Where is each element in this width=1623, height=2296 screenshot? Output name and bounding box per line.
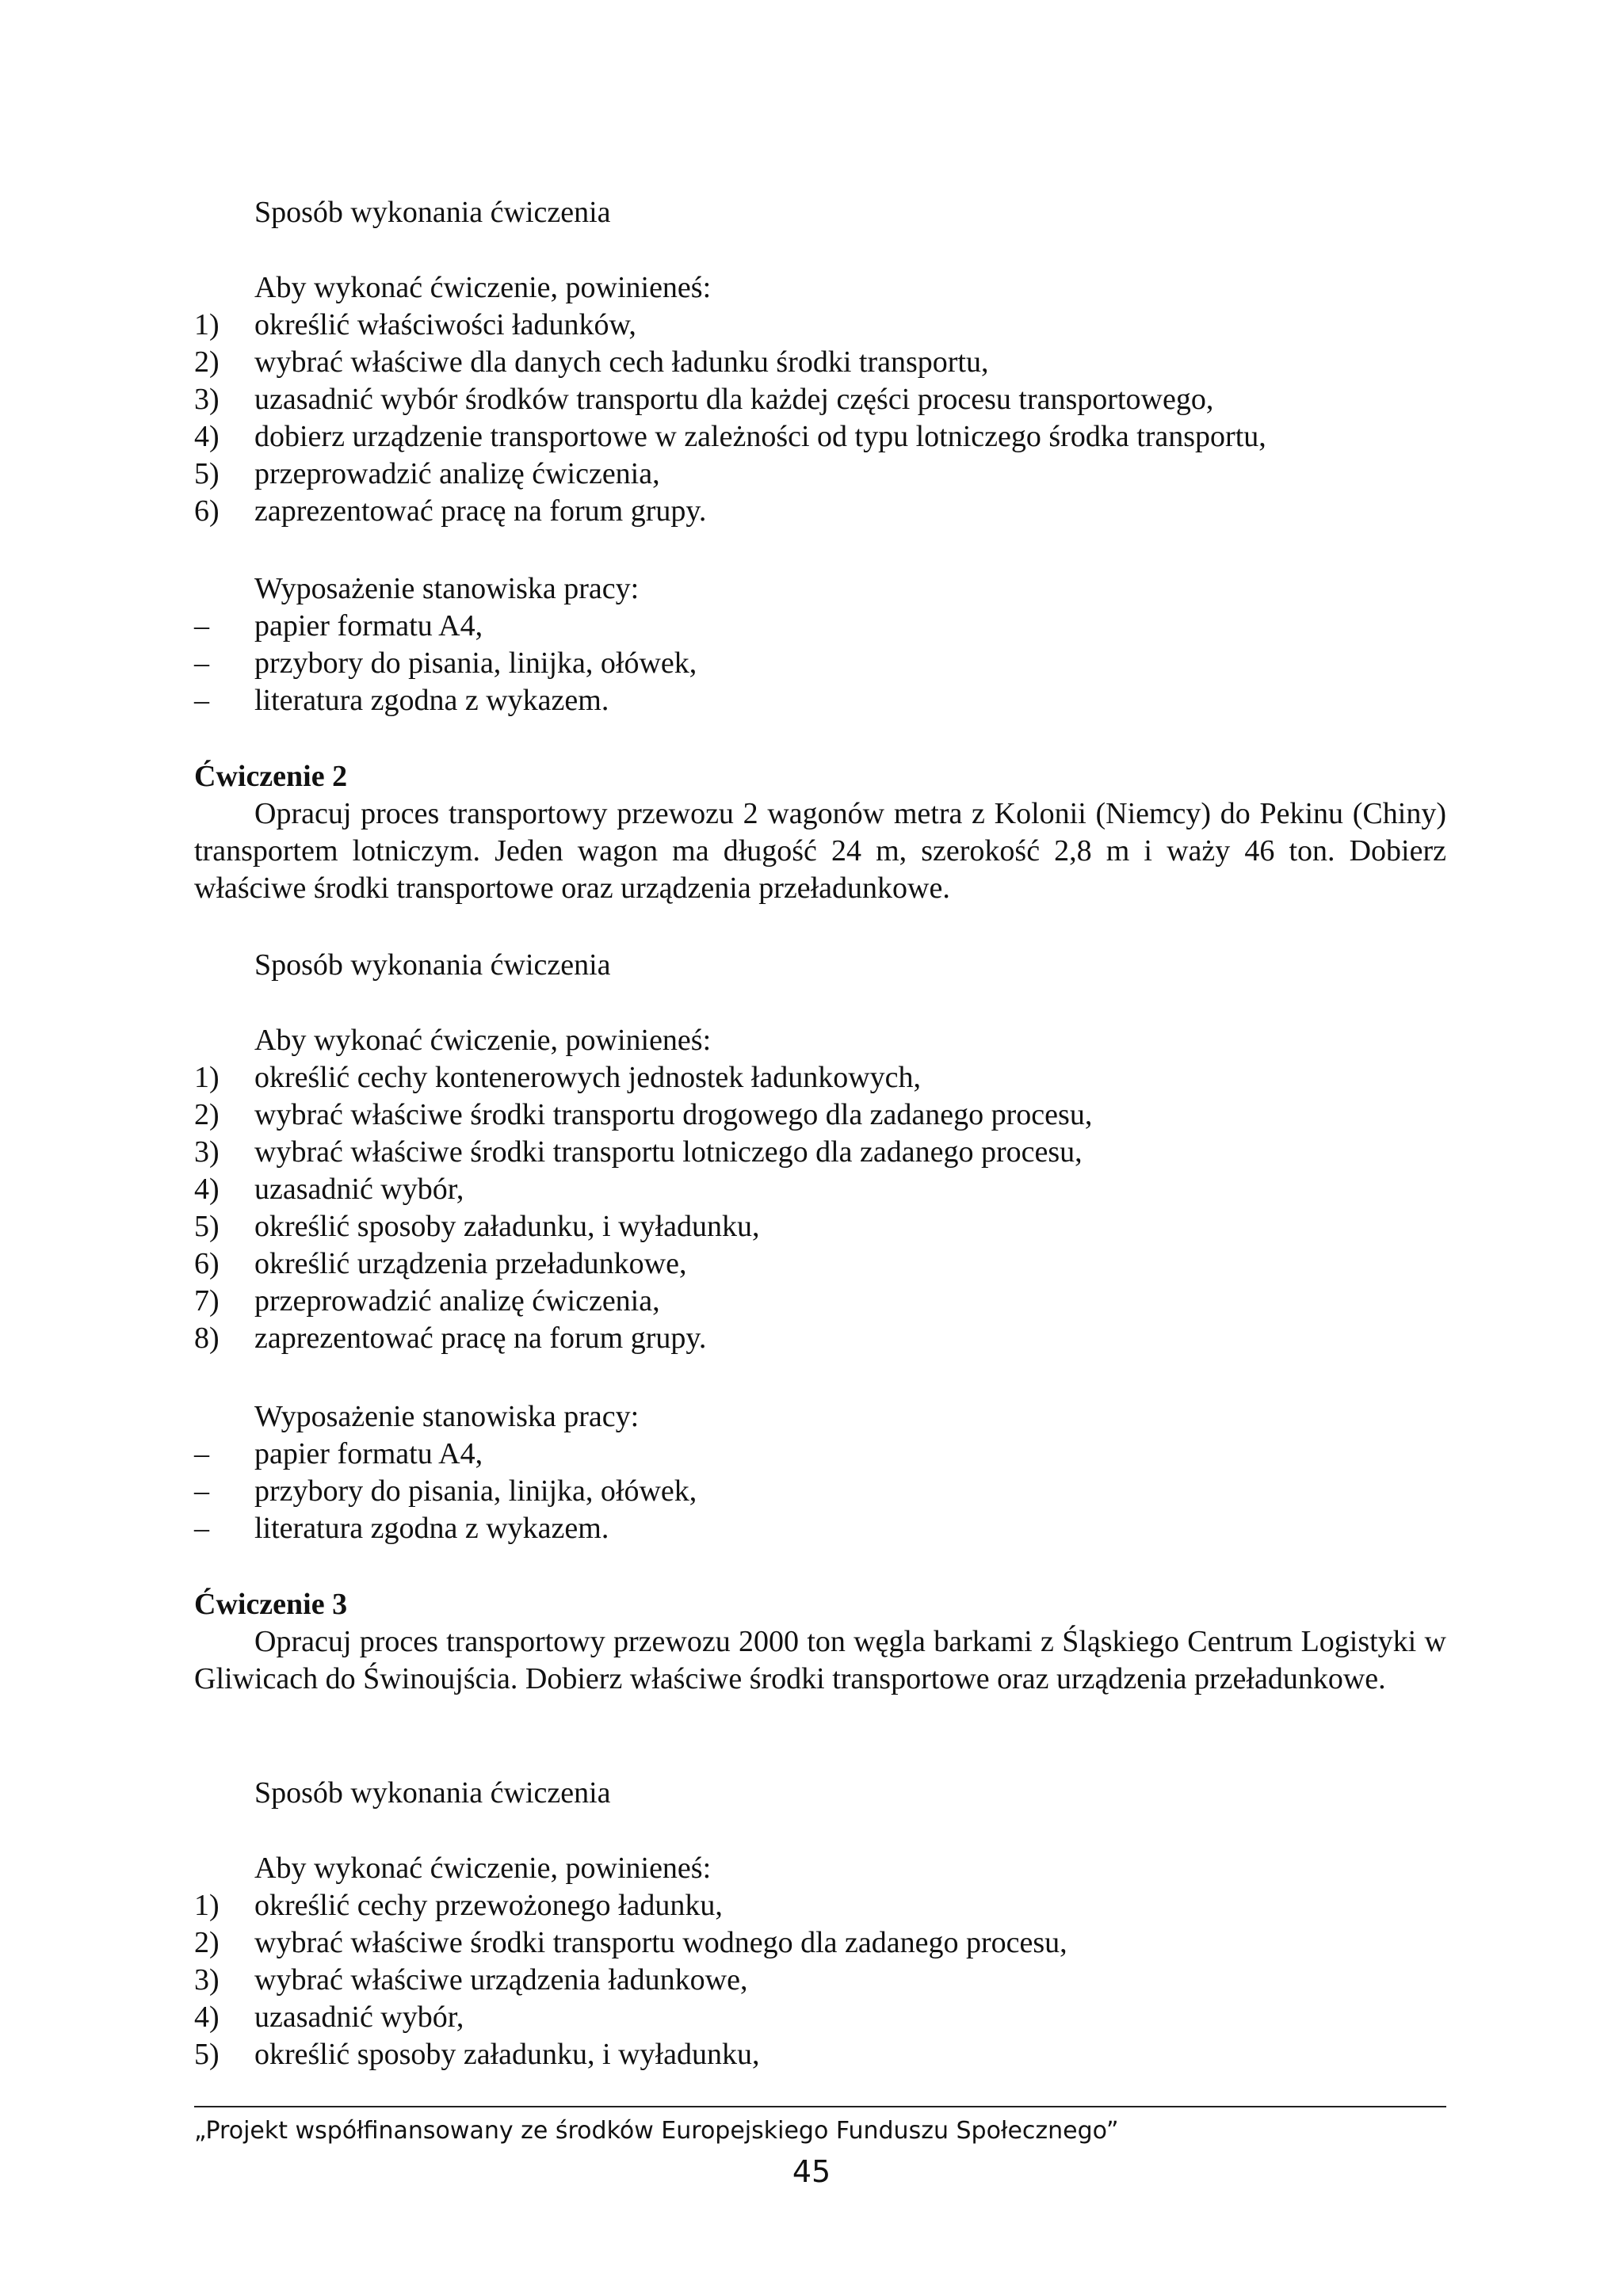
step-number: 4) [194,420,220,453]
list-item [194,1510,1446,1547]
step-number: 2) [194,1926,220,1959]
list-item [194,307,1446,344]
step-text: wybrać właściwe środki transportu lotniczego dla zadanego procesu, [254,1135,1083,1169]
step-number: 6) [194,1247,220,1280]
list-item [194,493,1446,530]
step-number: 8) [194,1322,220,1355]
exercise-3 [194,1586,1446,1698]
step-text: wybrać właściwe środki transportu wodnego dla zadanego procesu, [254,1926,1067,1959]
list-item [194,1962,1446,1999]
list-item [194,1208,1446,1245]
list-item [194,1171,1446,1208]
step-number: 3) [194,383,220,416]
step-number: 7) [194,1284,220,1318]
step-text: określić cechy kontenerowych jednostek ładunkowych, [254,1061,922,1094]
method-heading: Sposób wykonania ćwiczenia [254,196,611,229]
list-item [194,2036,1446,2073]
step-text: wybrać właściwe środki transportu drogowego dla zadanego procesu, [254,1098,1093,1131]
exercise-description [194,795,1446,907]
dash-bullet: – [194,1437,209,1470]
step-number: 6) [194,494,220,528]
equipment-block-1 [194,570,1446,719]
steps-intro: Aby wykonać ćwiczenie, powinieneś: [254,1852,712,1885]
list-item [194,1924,1446,1962]
exercise-title: Ćwiczenie 2 [194,760,348,793]
equipment-text: papier formatu A4, [254,609,483,643]
list-item [194,1436,1446,1473]
dash-bullet: – [194,646,209,680]
list-item [194,1473,1446,1510]
step-number: 4) [194,1173,220,1206]
list-item [194,381,1446,418]
equipment-heading: Wyposażenie stanowiska pracy: [254,1400,640,1433]
dash-bullet: – [194,684,209,717]
steps-block-2 [194,1022,1446,1357]
list-item [194,1245,1446,1283]
list-item [194,682,1446,719]
list-item [194,1999,1446,2036]
steps-block-3 [194,1850,1446,2073]
step-number: 4) [194,2000,220,2034]
step-number: 2) [194,345,220,379]
equipment-text: papier formatu A4, [254,1437,483,1470]
section-method-2 [194,947,1446,984]
step-number: 3) [194,1963,220,1997]
step-number: 1) [194,1889,220,1922]
step-text: zaprezentować pracę na forum grupy. [254,494,707,528]
step-number: 5) [194,1210,220,1243]
step-number: 3) [194,1135,220,1169]
list-item [194,344,1446,381]
steps-intro: Aby wykonać ćwiczenie, powinieneś: [254,1024,712,1057]
step-text: przeprowadzić analizę ćwiczenia, [254,1284,660,1318]
list-item [194,1134,1446,1171]
steps-block-1 [194,269,1446,530]
step-text: przeprowadzić analizę ćwiczenia, [254,457,660,490]
step-number: 1) [194,308,220,341]
step-text: określić urządzenia przeładunkowe, [254,1247,687,1280]
step-text: wybrać właściwe urządzenia ładunkowe, [254,1963,748,1997]
list-item [194,1283,1446,1320]
dash-bullet: – [194,1474,209,1508]
equipment-text: przybory do pisania, linijka, ołówek, [254,646,697,680]
equipment-text: literatura zgodna z wykazem. [254,1512,609,1545]
exercise-title: Ćwiczenie 3 [194,1588,348,1621]
step-number: 1) [194,1061,220,1094]
list-item [194,645,1446,682]
description-text: Opracuj proces transportowy przewozu 2000 ton węgla barkami z Śląskiego Centrum Logistyki w Gliwicach do Świnoujścia. Dobierz właściwe środki transportowe oraz urządzenia przeładunkowe. [194,1625,1446,1695]
step-text: uzasadnić wybór środków transportu dla każdej części procesu transportowego, [254,383,1214,416]
equipment-heading: Wyposażenie stanowiska pracy: [254,572,640,605]
section-method-3 [194,1775,1446,1812]
equipment-text: przybory do pisania, linijka, ołówek, [254,1474,697,1508]
step-text: określić cechy przewożonego ładunku, [254,1889,723,1922]
list-item [194,1887,1446,1924]
section-method-1 [194,194,1446,231]
step-number: 5) [194,457,220,490]
description-text: Opracuj proces transportowy przewozu 2 wagonów metra z Kolonii (Niemcy) do Pekinu (Chiny) transportem lotniczym. Jeden wagon ma długość 24 m, szerokość 2,8 m i waży 46 ton. Dobierz właściwe środki transportowe oraz urządzenia przeładunkowe. [194,797,1446,905]
list-item [194,1320,1446,1357]
list-item [194,418,1446,456]
exercise-2 [194,758,1446,907]
footer-divider [194,2106,1446,2107]
list-item [194,608,1446,645]
list-item [194,1097,1446,1134]
step-text: określić sposoby załadunku, i wyładunku, [254,1210,760,1243]
step-text: uzasadnić wybór, [254,2000,464,2034]
step-text: określić właściwości ładunków, [254,308,636,341]
equipment-text: literatura zgodna z wykazem. [254,684,609,717]
step-text: uzasadnić wybór, [254,1173,464,1206]
step-number: 5) [194,2038,220,2071]
list-item [194,1059,1446,1097]
list-item [194,456,1446,493]
equipment-block-2 [194,1398,1446,1547]
step-text: wybrać właściwe dla danych cech ładunku środki transportu, [254,345,989,379]
method-heading: Sposób wykonania ćwiczenia [254,948,611,982]
exercise-description [194,1623,1446,1698]
page-number: 45 [792,2154,831,2189]
footer-text: „Projekt współfinansowany ze środków Europejskiego Funduszu Społecznego” [194,2117,1119,2145]
step-text: dobierz urządzenie transportowe w zależności od typu lotniczego środka transportu, [254,420,1266,453]
step-number: 2) [194,1098,220,1131]
step-text: zaprezentować pracę na forum grupy. [254,1322,707,1355]
method-heading: Sposób wykonania ćwiczenia [254,1776,611,1810]
step-text: określić sposoby załadunku, i wyładunku, [254,2038,760,2071]
dash-bullet: – [194,1512,209,1545]
steps-intro: Aby wykonać ćwiczenie, powinieneś: [254,271,712,304]
dash-bullet: – [194,609,209,643]
